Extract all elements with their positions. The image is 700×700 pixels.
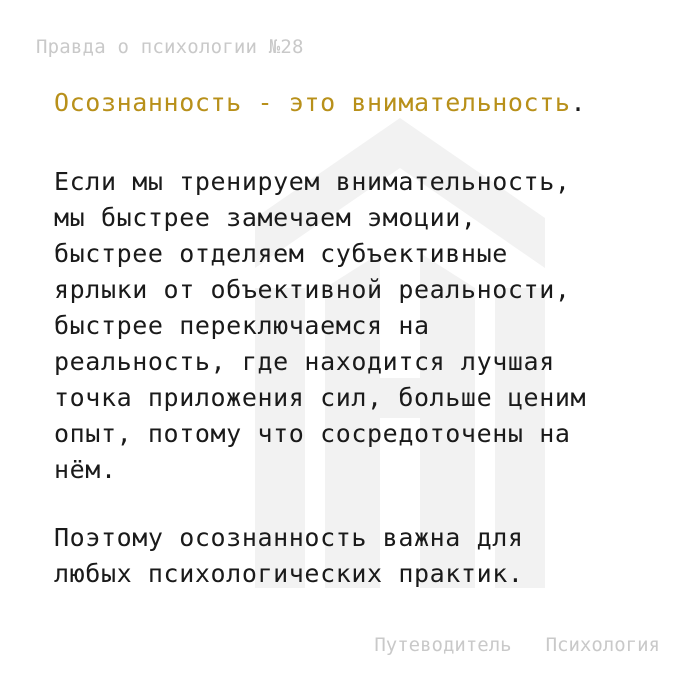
body-line: точка приложения сил, больше ценим [54,383,587,412]
headline-accent: Осознанность - это внимательность [54,88,571,117]
footer-brand-left: Путеводитель [374,634,512,656]
body-line: опыт, потому что сосредоточены на [54,419,571,448]
conclusion-paragraph [54,520,674,592]
conclusion-line: Поэтому осознанность важна для [54,523,524,552]
footer-brand-right: Психология [545,634,660,656]
body-line: быстрее переключаемся на [54,311,430,340]
headline-period: . [570,88,587,117]
body-line: нём. [54,455,117,484]
body-line: мы быстрее замечаем эмоции, [54,203,477,232]
conclusion-line: любых психологических практик. [54,559,524,588]
footer [374,634,660,656]
series-label: Правда о психологии №28 [36,36,304,58]
body-line: ярлыки от объективной реальности, [54,275,571,304]
body-paragraph [54,164,674,488]
body-line: реальность, где находится лучшая [54,347,555,376]
body-line: быстрее отделяем субъективные [54,239,508,268]
headline [54,88,586,117]
body-line: Если мы тренируем внимательность, [54,167,571,196]
